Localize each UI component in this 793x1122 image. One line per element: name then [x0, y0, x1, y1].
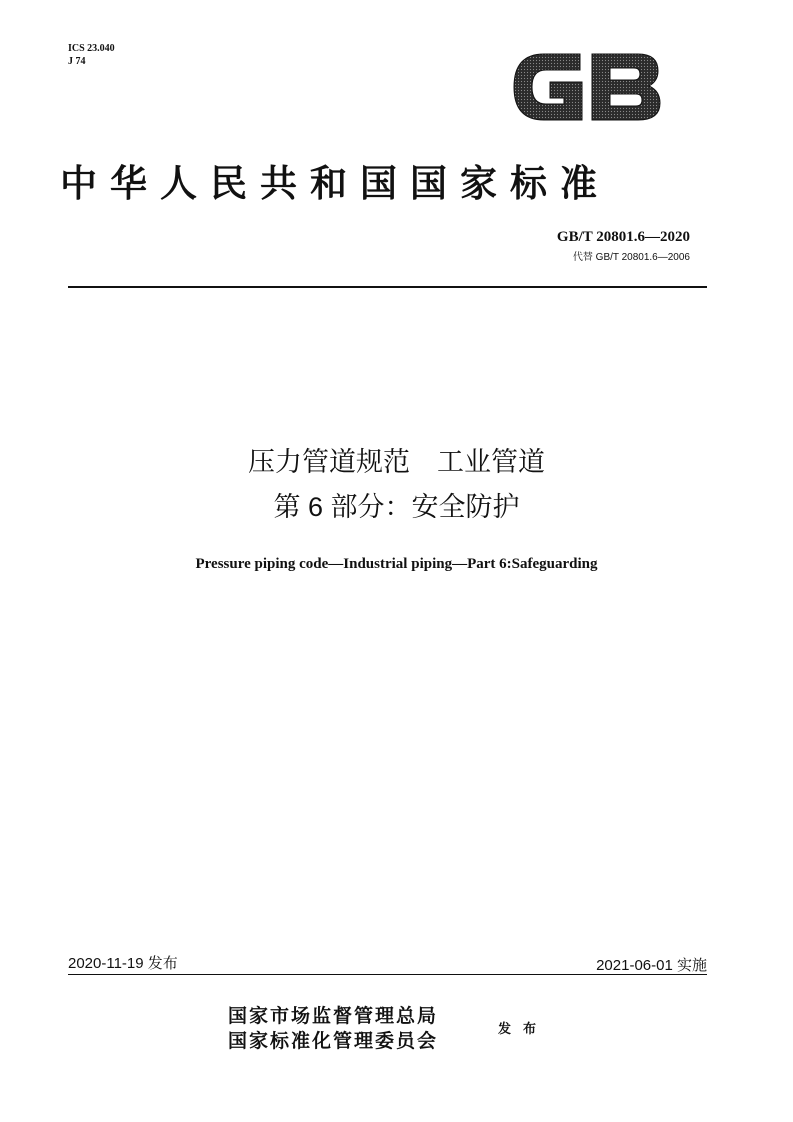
national-standard-title: 中华人民共和国国家标准	[60, 161, 610, 205]
issue-date: 2020-11-19 发布	[68, 955, 178, 972]
document-title-cn-line2: 第 6 部分：安全防护	[273, 492, 520, 522]
implementation-date: 2021-06-01 实施	[596, 957, 707, 974]
ccs-code: J 74	[68, 56, 86, 67]
issuer-samr: 国家市场监督管理总局	[228, 1005, 439, 1027]
issuer-sac: 国家标准化管理委员会	[228, 1030, 439, 1052]
document-title-cn-line1: 压力管道规范 工业管道	[248, 447, 545, 477]
document-title-en: Pressure piping code—Industrial piping—Part 6:Safeguarding	[195, 556, 598, 572]
top-divider	[68, 286, 707, 288]
publish-label: 发布	[498, 1022, 549, 1037]
replaces-standard: 代替 GB/T 20801.6—2006	[572, 252, 690, 263]
standard-number-text: GB/T 20801.6—2020	[556, 229, 690, 245]
standard-number	[557, 228, 690, 246]
ics-code: ICS 23.040	[68, 43, 115, 54]
gb-logo	[508, 44, 664, 130]
bottom-divider	[68, 974, 707, 975]
